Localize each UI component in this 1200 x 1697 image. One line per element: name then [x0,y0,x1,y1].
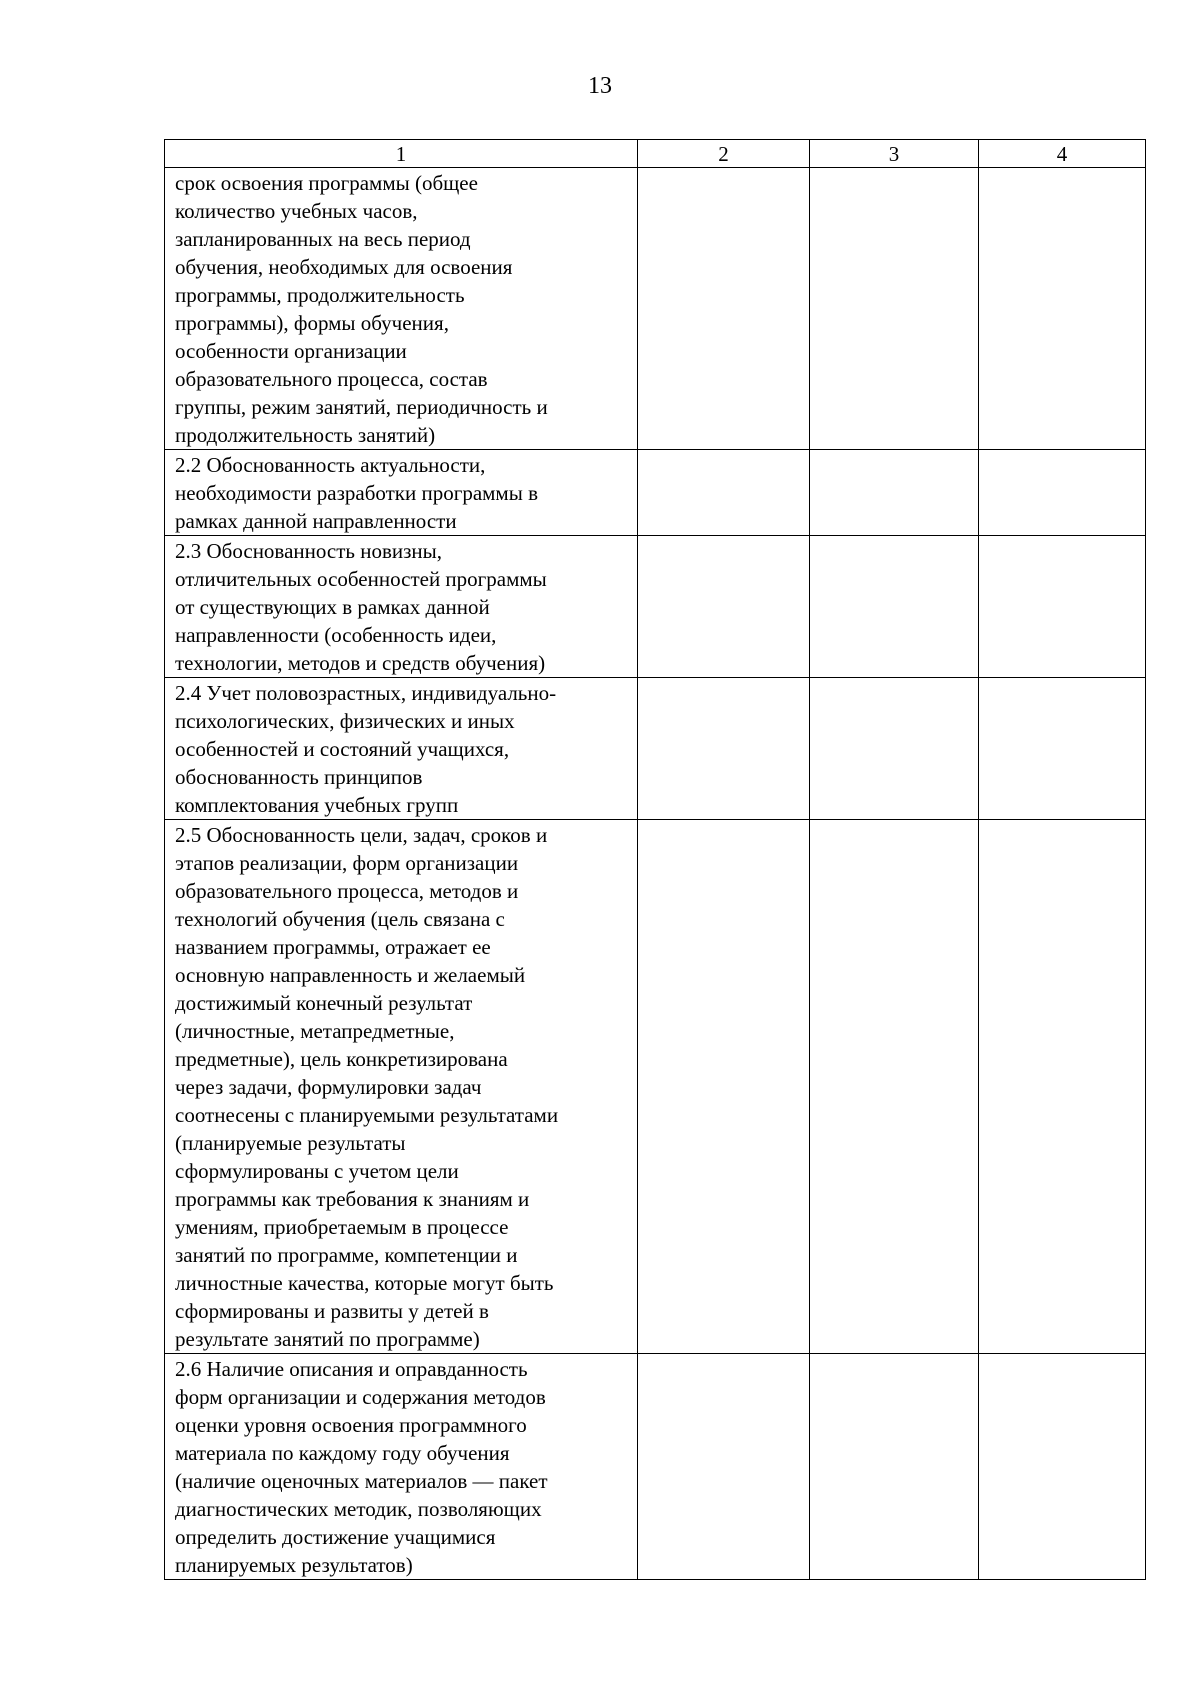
score-cell-col3 [810,820,979,1354]
score-cell-col3 [810,1354,979,1580]
score-cell-col2 [638,820,810,1354]
column-header-2: 2 [638,140,810,168]
criterion-cell [165,450,638,536]
criterion-text: 2.3 Обоснованность новизны, отличительных особенностей программы от существующих в рамках данной направленности (особенность идеи, технологии, методов и средств обучения) [175,539,547,675]
criterion-cell [165,820,638,1354]
score-cell-col2 [638,168,810,450]
score-cell-col4 [979,1354,1146,1580]
score-cell-col4 [979,678,1146,820]
criterion-text: 2.6 Наличие описания и оправданность форм организации и содержания методов оценки уровня освоения программного материала по каждому году обучения (наличие оценочных материалов — пакет диагностических методик, позволяющих определить достижение учащимися планируемых результатов) [175,1357,548,1577]
criteria-table [164,139,1146,1580]
page-number: 13 [588,73,612,99]
criterion-cell [165,168,638,450]
score-cell-col2 [638,536,810,678]
score-cell-col3 [810,536,979,678]
table-row [165,536,1146,678]
criterion-text: 2.2 Обоснованность актуальности, необходимости разработки программы в рамках данной направленности [175,453,538,533]
score-cell-col2 [638,450,810,536]
score-cell-col4 [979,820,1146,1354]
score-cell-col3 [810,450,979,536]
score-cell-col2 [638,1354,810,1580]
column-header-3: 3 [810,140,979,168]
table-row [165,450,1146,536]
criterion-cell [165,678,638,820]
score-cell-col3 [810,678,979,820]
score-cell-col4 [979,450,1146,536]
score-cell-col4 [979,536,1146,678]
score-cell-col4 [979,168,1146,450]
table-row [165,1354,1146,1580]
table-row [165,820,1146,1354]
criterion-cell [165,536,638,678]
score-cell-col3 [810,168,979,450]
table-header-row [165,140,1146,168]
criterion-cell [165,1354,638,1580]
criterion-text: 2.5 Обоснованность цели, задач, сроков и этапов реализации, форм организации образовательного процесса, методов и технологий обучения (цель связана с названием программы, отражает ее основную направленность и желаемый достижимый конечный результат (личностные, метапредметные, предметные), цель конкретизирована через задачи, формулировки задач соотнесены с планируемыми результатами (планируемые результаты сформулированы с учетом цели программы как требования к знаниям и умениям, приобретаемым в процессе занятий по программе, компетенции и личностные качества, которые могут быть сформированы и развиты у детей в результате занятий по программе) [175,823,559,1351]
table-row [165,678,1146,820]
score-cell-col2 [638,678,810,820]
table-row [165,168,1146,450]
criterion-text: срок освоения программы (общее количество учебных часов, запланированных на весь период обучения, необходимых для освоения программы, продолжительность программы), формы обучения, особенности организации образовательного процесса, состав группы, режим занятий, периодичность и продолжительность занятий) [175,171,548,447]
column-header-1: 1 [165,140,638,168]
criterion-text: 2.4 Учет половозрастных, индивидуально- психологических, физических и иных особенностей и состояний учащихся, обоснованность принципов комплектования учебных групп [175,681,557,817]
column-header-4: 4 [979,140,1146,168]
